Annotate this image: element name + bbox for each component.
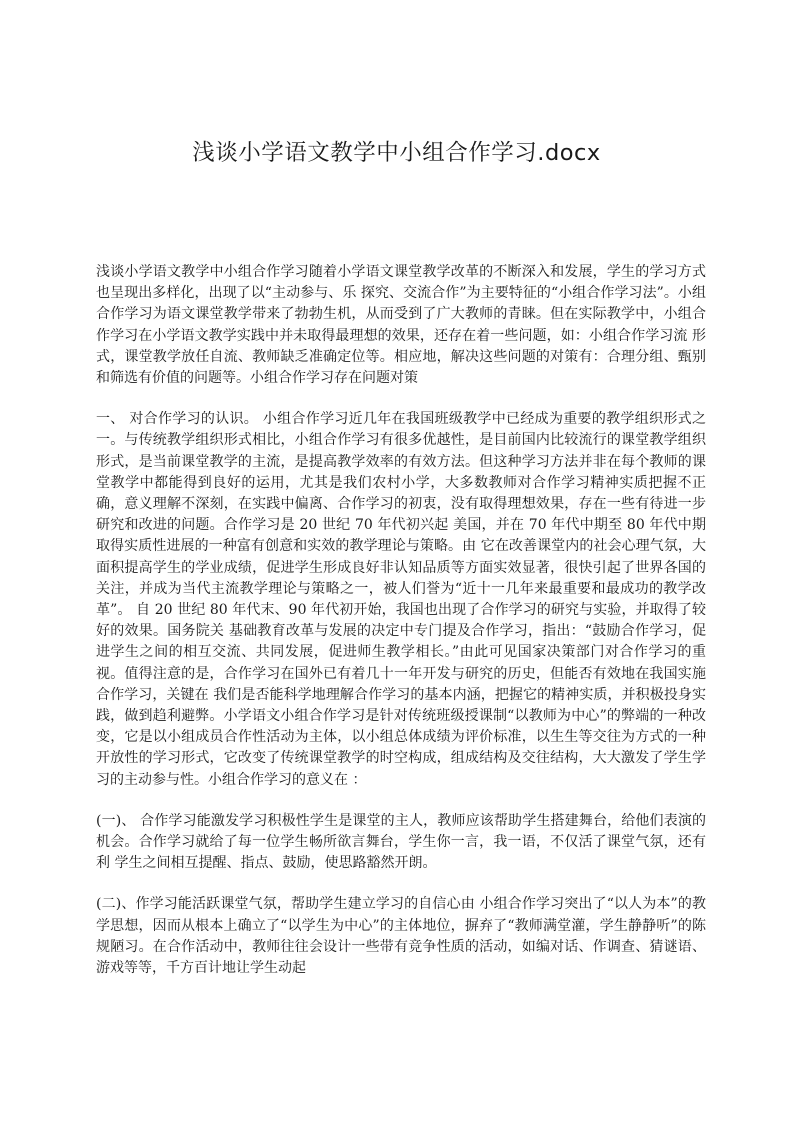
- paragraph-section-1-2: (二)、作学习能活跃课堂气氛，帮助学生建立学习的自信心由 小组合作学习突出了“以人为本”的教学思想，因而从根本上确立了“以学生为中心”的主体地位，摒弃了“教师满堂灌，学生静静听”的陈规陋习。在合作活动中，教师往往会设计一些带有竞争性质的活动，如编对话、作调查、猜谜语、游戏等等，千方百计地让学生动起: [96, 896, 706, 977]
- paragraph-section-1-1: (一)、 合作学习能激发学习积极性学生是课堂的主人，教师应该帮助学生搭建舞台，给他们表演的机会。合作学习就给了每一位学生畅所欲言舞台，学生你一言，我一语，不仅活了课堂气氛，还有利 学生之间相互提醒、指点、鼓励，使思路豁然开朗。: [96, 812, 706, 872]
- paragraph-section-1: 一、 对合作学习的认识。 小组合作学习近几年在我国班级教学中已经成为重要的教学组织形式之一。与传统教学组织形式相比，小组合作学习有很多优越性，是目前国内比较流行的课堂教学组织形式，是当前课堂教学的主流，是提高教学效率的有效方法。但这种学习方法并非在每个教师的课堂教学中都能得到良好的运用，尤其是我们农村小学，大多数教师对合作学习精神实质把握不正确，意义理解不深刻，在实践中偏离、合作学习的初衷，没有取得理想效果，存在一些有待进一步研究和改进的问题。合作学习是 20 世纪 70 年代初兴起 美国，并在 70 年代中期至 80 年代中期取得实质性进展的一种富有创意和实效的教学理论与策略。由 它在改善课堂内的社会心理气氛，大面积提高学生的学业成绩，促进学生形成良好非认知品质等方面实效显著，很快引起了世界各国的关注，并成为当代主流教学理论与策略之一，被人们誉为“近十一几年来最重要和最成功的教学改革”。 自 20 世纪 80 年代末、90 年代初开始，我国也出现了合作学习的研究与实验，并取得了较好的效果。国务院关 基础教育改革与发展的决定中专门提及合作学习，指出：“鼓励合作学习，促进学生之间的相互交流、共同发展，促进师生教学相长。”由此可见国家决策部门对合作学习的重视。值得注意的是，合作学习在国外已有着几十一年开发与研究的历史，但能否有效地在我国实施合作学习，关键在 我们是否能科学地理解合作学习的基本内涵，把握它的精神实质，并积极投身实践，做到趋利避弊。小学语文小组合作学习是针对传统班级授课制“以教师为中心”的弊端的一种改变，它是以小组成员合作性活动为主体，以小组总体成绩为评价标准，以生生等交往为方式的一种开放性的学习形式，它改变了传统课堂教学的时空构成，组成结构及交往结构，大大激发了学生学习的主动参与性。小组合作学习的意义在 ：: [96, 411, 706, 788]
- document-body: [96, 262, 706, 979]
- document-title: 浅谈小学语文教学中小组合作学习.docx: [192, 140, 601, 166]
- paragraph-intro: 浅谈小学语文教学中小组合作学习随着小学语文课堂教学改革的不断深入和发展，学生的学习方式也呈现出多样化，出现了以“主动参与、乐 探究、交流合作”为主要特征的“小组合作学习法”。小组合作学习为语文课堂教学带来了勃勃生机，从而受到了广大教师的青睐。但在实际教学中，小组合作学习在小学语文教学实践中并未取得最理想的效果，还存在着一些问题，如：小组合作学习流 形式，课堂教学放任自流、教师缺乏准确定位等。相应地，解决这些问题的对策有：合理分组、甄别和筛选有价值的问题等。小组合作学习存在问题对策: [96, 264, 706, 387]
